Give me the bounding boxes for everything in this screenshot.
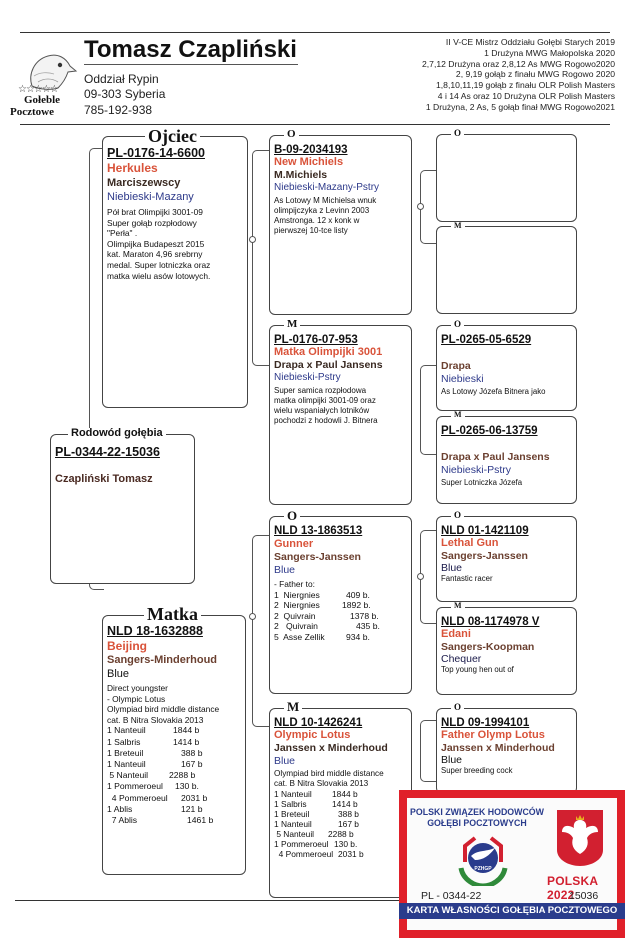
achievement-item: 2, 9,19 gołąb z finału MWG Rogowo 2020 [455, 69, 615, 80]
achievement-item: 1 Drużyna MWG Małopolska 2020 [484, 47, 615, 58]
desc-line: Olimpijka Budapeszt 2015 [107, 238, 205, 249]
mm-label: M [284, 700, 302, 713]
result-place: 7 Ablis [107, 815, 138, 825]
result-row [107, 748, 241, 759]
mm-color: Blue [274, 755, 296, 767]
ffm-card[interactable] [436, 226, 577, 314]
mother-ring: NLD 18-1632888 [107, 624, 203, 638]
result-place: 1 Pommeroeul [274, 839, 329, 849]
result-birds: 2031 b [181, 792, 208, 803]
subject-label: Rodowód gołębia [68, 428, 166, 439]
footer-rule [15, 900, 400, 901]
achievement-item: 4 i 14 As oraz 10 Drużyna OLR Polish Masters [437, 90, 615, 101]
result-place: 1 Nanteuil [274, 789, 312, 799]
logo-stars: ☆☆☆☆☆ [18, 84, 58, 95]
card-ring-left: PL - 0344-22 [421, 890, 482, 902]
fmf-card[interactable] [436, 325, 577, 411]
desc-line: cat. B Nitra Slovakia 2013 [274, 779, 369, 788]
result-birds: 1378 b. [350, 610, 379, 621]
logo-text-line1: Gołeble [24, 94, 61, 106]
desc-line: - Father to: [274, 579, 315, 589]
fm-card[interactable] [269, 325, 412, 505]
fmm-description: Super Lotniczka Józefa [441, 478, 523, 487]
result-place: 5 Asse Zellik [274, 631, 325, 642]
desc-line: Direct youngster [107, 683, 168, 693]
mother-description [107, 683, 241, 725]
result-place: 5 Nanteuil [274, 829, 315, 839]
result-birds: 1892 b. [342, 600, 371, 611]
header-top-rule [20, 32, 610, 33]
mmf-description: Super breeding cock [441, 766, 513, 775]
card-country-year: POLSKA 2022 [547, 874, 598, 902]
mother-card[interactable] [102, 615, 246, 875]
fmf-ring: PL-0265-05-6529 [441, 334, 532, 346]
header-bottom-rule [20, 124, 610, 125]
fff-label: O [451, 129, 464, 138]
result-birds: 1844 b [173, 725, 200, 736]
fm-ring: PL-0176-07-953 [274, 334, 358, 346]
desc-line: Amstronga. 12 x konk w [274, 216, 360, 225]
result-row [107, 759, 241, 770]
result-row [107, 804, 241, 815]
card-ring-right: 15036 [569, 890, 599, 902]
result-birds: 121 b [181, 803, 203, 814]
fm-name: Matka Olimpijki 3001 [274, 346, 383, 358]
fm-label: M [284, 319, 300, 330]
result-row [274, 829, 407, 839]
connector-node [417, 203, 424, 210]
fm-breeder: Drapa x Paul Jansens [274, 359, 383, 371]
owner-underline [84, 64, 298, 65]
mff-color: Blue [441, 562, 463, 574]
result-birds: 1461 b [187, 815, 214, 825]
mm-card[interactable] [269, 708, 412, 898]
desc-line: Super gołąb rozpłodowy [107, 217, 197, 228]
desc-line: matka wielu asów lotowych. [107, 270, 211, 281]
fmf-color: Niebieski [441, 373, 484, 385]
mff-name: Lethal Gun [441, 537, 499, 549]
mm-breeder: Janssen x Minderhoud [274, 742, 388, 754]
mfm-breeder: Sangers-Koopman [441, 641, 535, 653]
desc-line: kat. Maraton 4,96 srebrny [107, 249, 203, 260]
mother-breeder: Sangers-Minderhoud [107, 654, 218, 666]
mff-label: O [451, 511, 464, 520]
desc-line: wielu wspaniałych lotników [274, 406, 370, 415]
mff-description: Fantastic racer [441, 574, 493, 583]
result-row [274, 600, 407, 611]
result-birds: 388 b [181, 747, 203, 758]
father-name: Herkules [107, 161, 158, 175]
result-row [107, 793, 241, 804]
result-row [274, 611, 407, 622]
card-org-line1: POLSKI ZWIĄZEK HODOWCÓW [410, 807, 544, 817]
mf-description [274, 579, 407, 590]
result-row [274, 590, 407, 601]
emblem-text: PZHGP [474, 866, 492, 872]
ff-color: Niebieski-Mazany-Pstry [274, 182, 380, 193]
ffm-label: M [451, 222, 465, 230]
result-birds: 435 b. [356, 621, 380, 632]
result-place: 1 Ablis [107, 803, 133, 814]
fmf-breeder: Drapa [441, 360, 471, 372]
mf-breeder: Sangers-Janssen [274, 551, 361, 563]
desc-line: pierwszej 10-tce listy [274, 226, 348, 235]
subject-ring: PL-0344-22-15036 [55, 445, 160, 459]
mmf-breeder: Janssen x Minderhoud [441, 742, 555, 754]
ff-card[interactable] [269, 135, 412, 315]
father-color: Niebieski-Mazany [107, 191, 194, 203]
result-row [107, 725, 241, 736]
subject-owner: Czapliński Tomasz [55, 473, 153, 485]
result-birds: 934 b. [346, 631, 370, 642]
desc-line: Olympiad bird middle distance [107, 704, 220, 715]
fmm-color: Niebieski-Pstry [441, 464, 512, 476]
father-ring: PL-0176-14-6600 [107, 146, 205, 160]
result-row [274, 809, 407, 819]
connector-node [417, 573, 424, 580]
desc-line: Olympiad bird middle distance [274, 769, 384, 778]
polish-eagle-icon [557, 810, 603, 866]
ownership-card [399, 790, 625, 938]
result-place: 4 Pommeroeul [274, 849, 334, 859]
desc-line: Super samica rozpłodowa [274, 386, 367, 395]
mf-name: Gunner [274, 538, 314, 550]
mfm-name: Edani [441, 628, 471, 640]
fm-description [274, 386, 407, 426]
fmf-label: O [451, 320, 464, 329]
result-row [274, 839, 407, 849]
result-row [274, 799, 407, 809]
achievements-list [365, 37, 615, 113]
father-breeder: Marciszewscy [107, 177, 181, 189]
mmf-card[interactable] [436, 708, 577, 794]
ff-name: New Michiels [274, 156, 344, 168]
mfm-ring: NLD 08-1174978 V [441, 616, 540, 628]
mmf-label: O [451, 703, 464, 712]
mmf-name: Father Olymp Lotus [441, 729, 545, 741]
mother-name: Beijing [107, 639, 148, 653]
achievement-item: 1 Drużyna, 2 As, 5 gołąb finał MWG Rogowo2021 [425, 101, 615, 112]
fmm-card[interactable] [436, 416, 577, 504]
desc-line: medal. Super lotniczka oraz [107, 259, 211, 270]
connector-fm [420, 365, 437, 455]
ownership-card-inner [407, 798, 617, 930]
mfm-color: Chequer [441, 653, 482, 665]
desc-line: "Perła" . [107, 228, 138, 239]
address-branch: Oddział Rypin [84, 72, 159, 86]
father-description [107, 207, 243, 281]
result-row [107, 815, 241, 826]
desc-line: pochodzi z hodowli J. Bitnera [274, 416, 378, 425]
result-birds: 1844 b [332, 789, 358, 799]
ff-label: O [284, 129, 299, 140]
card-org-line2: GOŁĘBI POCZTOWYCH [427, 818, 527, 828]
logo-text-line2: Pocztowe [10, 106, 54, 118]
connector-father-grandparents [252, 150, 269, 366]
ff-ring: B-09-2034193 [274, 144, 348, 156]
achievement-item: 1,8,10,11,19 gołąb z finału OLR Polish Masters [436, 80, 615, 91]
mf-ring: NLD 13-1863513 [274, 525, 363, 537]
mm-name: Olympic Lotus [274, 729, 351, 741]
mfm-card[interactable] [436, 607, 577, 695]
result-birds: 2031 b [338, 849, 364, 859]
father-label: Ojciec [145, 127, 200, 145]
fff-card[interactable] [436, 134, 577, 222]
result-place: 1 Breteuil [274, 809, 310, 819]
fmm-breeder: Drapa x Paul Jansens [441, 451, 550, 463]
result-place: 5 Nanteuil [107, 770, 149, 781]
result-place: 1 Pommeroeul [107, 781, 163, 792]
mf-results [274, 590, 407, 643]
result-birds: 1414 b [173, 736, 200, 747]
achievement-item: 2,7,12 Drużyna oraz 2,8,12 As MWG Rogowo2020 [422, 58, 615, 69]
desc-line: - Olympic Lotus [107, 693, 166, 704]
desc-line: cat. B Nitra Slovakia 2013 [107, 714, 204, 725]
result-place: 2 Quivrain [274, 610, 316, 621]
result-row [274, 632, 407, 643]
fmm-ring: PL-0265-06-13759 [441, 425, 538, 437]
subject-card[interactable] [50, 434, 195, 584]
result-row [107, 737, 241, 748]
achievement-item: II V-CE Mistrz Oddziału Gołębi Starych 2019 [445, 37, 615, 47]
father-card[interactable] [102, 136, 248, 408]
mff-breeder: Sangers-Janssen [441, 550, 528, 562]
desc-line: olimpijczyka z Levinn 2003 [274, 206, 370, 215]
result-row [107, 781, 241, 792]
result-row [274, 621, 407, 632]
desc-line: Pół brat Olimpijki 3001-09 [107, 207, 203, 217]
result-row [274, 789, 407, 799]
mm-description [274, 769, 407, 789]
result-birds: 388 b [338, 809, 359, 819]
fm-color: Niebieski-Pstry [274, 372, 341, 383]
mmf-ring: NLD 09-1994101 [441, 717, 530, 729]
result-place: 1 Nanteuil [107, 758, 146, 769]
ff-description [274, 196, 407, 236]
result-birds: 167 b [338, 819, 359, 829]
result-row [274, 849, 407, 859]
desc-line: matka olimpijki 3001-09 oraz [274, 396, 376, 405]
pzhgp-emblem-icon [455, 832, 511, 886]
mf-color: Blue [274, 564, 296, 576]
result-birds: 2288 b [169, 770, 196, 781]
result-row [107, 770, 241, 781]
result-place: 1 Niergnies [274, 589, 320, 600]
card-organization [407, 807, 547, 829]
mff-ring: NLD 01-1421109 [441, 525, 529, 537]
result-birds: 409 b. [346, 589, 370, 600]
mff-card[interactable] [436, 516, 577, 602]
connector-mother-grandparents [252, 535, 269, 727]
address-phone: 785-192-938 [84, 103, 153, 117]
result-birds: 2288 b [328, 829, 354, 839]
result-place: 1 Breteuil [107, 747, 144, 758]
connector-node [249, 613, 256, 620]
result-place: 4 Pommeroeul [107, 792, 168, 803]
fmm-label: M [451, 411, 465, 419]
connector-node [249, 236, 256, 243]
mm-results [274, 789, 407, 859]
result-place: 1 Salbris [107, 736, 141, 747]
result-birds: 167 b [181, 758, 203, 769]
result-place: 1 Nanteuil [274, 819, 312, 829]
owner-name: Tomasz Czapliński [84, 36, 297, 63]
result-birds: 130 b. [334, 839, 358, 849]
ff-breeder: M.Michiels [274, 169, 328, 181]
mfm-description: Top young hen out of [441, 665, 514, 674]
desc-line: As Lotowy M Michielsa wnuk [274, 196, 377, 205]
mfm-label: M [451, 602, 465, 610]
mother-label: Matka [144, 605, 201, 623]
result-birds: 130 b. [175, 781, 199, 792]
connector-mm [420, 720, 437, 782]
mm-ring: NLD 10-1426241 [274, 717, 363, 729]
mmf-color: Blue [441, 754, 463, 766]
address-postal: 09-303 Syberia [84, 87, 166, 101]
result-row [274, 819, 407, 829]
mf-card[interactable] [269, 516, 412, 694]
result-place: 1 Salbris [274, 799, 307, 809]
result-place: 2 Quivrain [274, 621, 318, 632]
result-birds: 1414 b [332, 799, 358, 809]
card-title-band: KARTA WŁASNOŚCI GOŁĘBIA POCZTOWEGO [399, 903, 625, 919]
fmf-description: As Lotowy Józefa Bitnera jako [441, 387, 546, 396]
mf-label: O [284, 509, 300, 522]
result-place: 1 Nanteuil [107, 725, 146, 736]
mother-results [107, 725, 241, 826]
mother-color: Blue [107, 668, 130, 680]
result-place: 2 Niergnies [274, 600, 320, 611]
